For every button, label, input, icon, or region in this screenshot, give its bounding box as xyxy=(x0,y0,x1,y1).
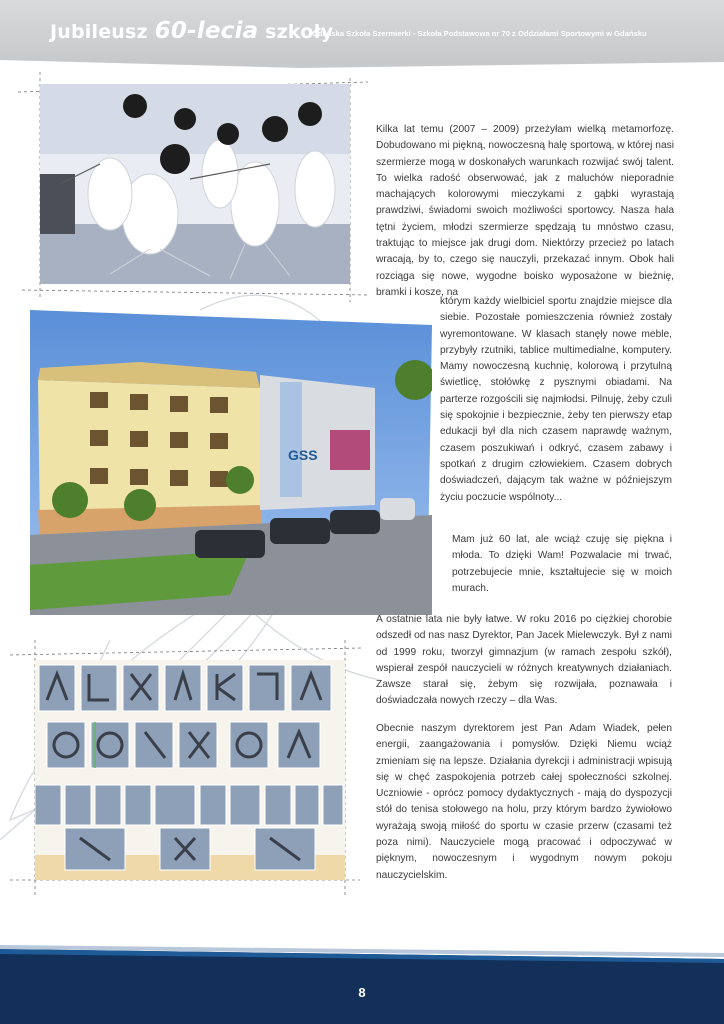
paragraph-sixty-years: Mam już 60 lat, ale wciąż czuję się piękna i młoda. To dzięki Wam! Pozwalacie mi trwać, potrzebujecie mnie, kształtujecie się w moich murach. xyxy=(452,534,672,594)
paragraph-facilities: którym każdy wielbiciel sportu znajdzie miejsce dla siebie. Pozostałe pomieszczenia również zostały wyremontowane. W klasach stanęły nowe meble, przybyły rzutniki, tablice multimedialne, komputery. Mamy nowoczesną kuchnię, kolorową i przytulną świetlicę, stołówkę z pysznymi obiadami. Na parterze rozgościli się najmłodsi. Pilnuję, żeby czuli się spokojnie i bezpiecznie, żeby ten pierwszy etap edukacji był dla nich czasem naprawdę ważnym, czasem poszukiwań i odkryć, czasem zabawy i spotkań z drugim człowiekiem. Czasem dobrych doświadczeń, dającym tak ważne w późniejszym życiu poczucie wspólnoty... xyxy=(440,296,672,503)
school-subtitle: Gdańska Szkoła Szermierki - Szkoła Podstawowa nr 70 z Oddziałami Sportowymi w Gdańsku xyxy=(312,29,647,38)
header-edge-decoration xyxy=(0,58,724,72)
school-building-photo xyxy=(30,310,432,615)
page-title: Jubileusz 60-lecia szkoły xyxy=(50,18,334,44)
paragraph-hall-renovation: Kilka lat temu (2007 – 2009) przeżyłam wielką metamorfozę. Dobudowano mi piękną, nowoczesną halę sportową, w której nasi szermierze mogą w doskonałych warunkach rozwijać swój talent. To wielka radość obserwować, jak z maluchów nieporadnie machających kolorowymi mieczykami z gąbki wyrastają prawdziwi, świadomi swoich możliwości sportowcy. Nasza hala tętni życiem, młodzi szermierze spędzają tu mnóstwo czasu, traktując to miejsce jak drugi dom. Niektórzy przecież po latach wracają, by to, czego się nauczyli, przekazać innym. Obok hali rozciąga się nowe, wygodne boisko wyposażone w bieżnię, bramki i kosze, na xyxy=(376,124,674,298)
paragraph-director-memory: A ostatnie lata nie były łatwe. W roku 2016 po ciężkiej chorobie odszedł od nas nasz Dyrektor, Pan Jacek Mielewczyk. Był z nami od 1999 roku, tworzył gimnazjum (w ramach zespołu szkół), wspierał zespół nauczycieli w różnych kreatywnych działaniach. Zawsze starał się, żebym się rozwijała, poznawała i doświadczała nowych rzeczy – dla Was. xyxy=(376,614,672,707)
paragraph-current-director: Obecnie naszym dyrektorem jest Pan Adam Wiadek, pełen energii, zaangażowania i pomysłów. Dzięki Niemu wciąż zmieniam się na lepsze. Działania dyrekcji i administracji wpisują się w chęć zaspokojenia potrzeb całej społeczności szkolnej. Uczniowie - oprócz pomocy dydaktycznych - mają do dyspozycji stół do tenisa stołowego na holu, przy którym bardzo żywiołowo wyrażają swoją miłość do sportu w czasie przerw (czasami też poza nimi). Nauczyciele mogą pracować i odpoczywać w pięknym, nowoczesnym i wygodnym nowym pokoju nauczycielskim. xyxy=(376,723,672,881)
fencing-photo xyxy=(40,84,350,284)
header-band xyxy=(0,0,724,60)
students-letters-photo xyxy=(35,660,345,880)
page-number: 8 xyxy=(358,985,366,1000)
svg-text:GSS: GSS xyxy=(288,447,318,463)
